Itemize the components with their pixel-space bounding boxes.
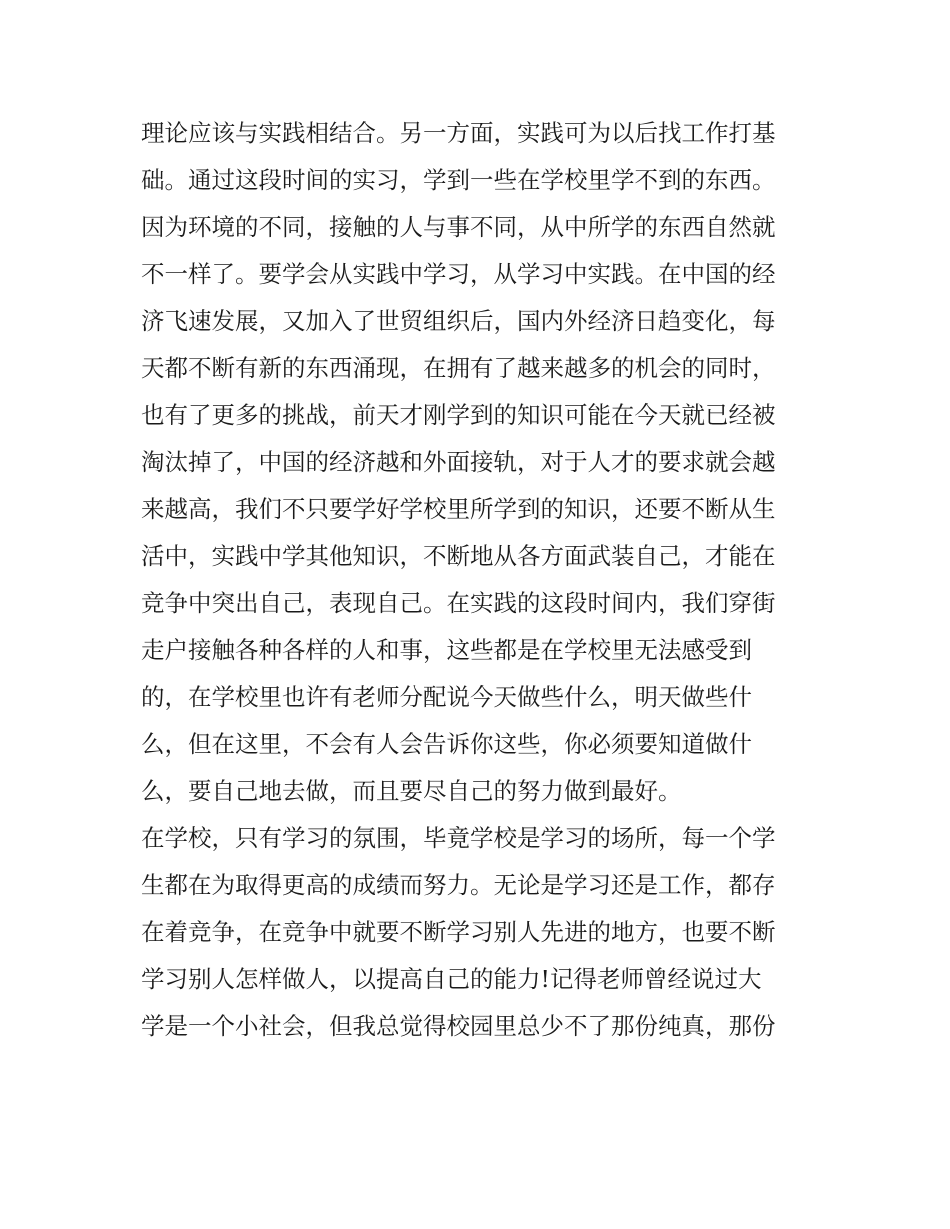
text-line: 学习别人怎样做人，以提高自己的能力!记得老师曾经说过大: [141, 965, 762, 993]
text-line: 么，但在这里，不会有人会告诉你这些，你必须要知道做什: [141, 730, 752, 758]
body-text: [141, 110, 821, 1050]
text-line: 在学校，只有学习的氛围，毕竟学校是学习的场所，每一个学: [141, 824, 776, 852]
paragraph-2: [141, 815, 821, 1050]
text-line: 的，在学校里也许有老师分配说今天做些什么，明天做些什: [141, 683, 752, 711]
text-line: 活中，实践中学其他知识，不断地从各方面武装自己，才能在: [141, 542, 776, 570]
text-line: 因为环境的不同，接触的人与事不同，从中所学的东西自然就: [141, 213, 776, 241]
text-line: 不一样了。要学会从实践中学习，从学习中实践。在中国的经: [141, 260, 776, 288]
text-line: 么，要自己地去做，而且要尽自己的努力做到最好。: [141, 777, 682, 805]
text-line: 走户接触各种各样的人和事，这些都是在学校里无法感受到: [141, 636, 752, 664]
paragraph-1: [141, 110, 821, 815]
text-line: 济飞速发展，又加入了世贸组织后，国内外经济日趋变化，每: [141, 307, 776, 335]
text-line: 在着竞争，在竞争中就要不断学习别人先进的地方，也要不断: [141, 918, 776, 946]
text-line: 天都不断有新的东西涌现，在拥有了越来越多的机会的同时，: [141, 354, 776, 382]
text-line: 竞争中突出自己，表现自己。在实践的这段时间内，我们穿街: [141, 589, 776, 617]
text-line: 理论应该与实践相结合。另一方面，实践可为以后找工作打基: [141, 119, 776, 147]
text-line: 淘汰掉了，中国的经济越和外面接轨，对于人才的要求就会越: [141, 448, 776, 476]
text-line: 础。通过这段时间的实习，学到一些在学校里学不到的东西。: [141, 166, 776, 194]
text-line: 来越高，我们不只要学好学校里所学到的知识，还要不断从生: [141, 495, 776, 523]
text-line: 也有了更多的挑战，前天才刚学到的知识可能在今天就已经被: [141, 401, 776, 429]
text-line: 生都在为取得更高的成绩而努力。无论是学习还是工作，都存: [141, 871, 776, 899]
text-line: 学是一个小社会，但我总觉得校园里总少不了那份纯真，那份: [141, 1012, 776, 1040]
